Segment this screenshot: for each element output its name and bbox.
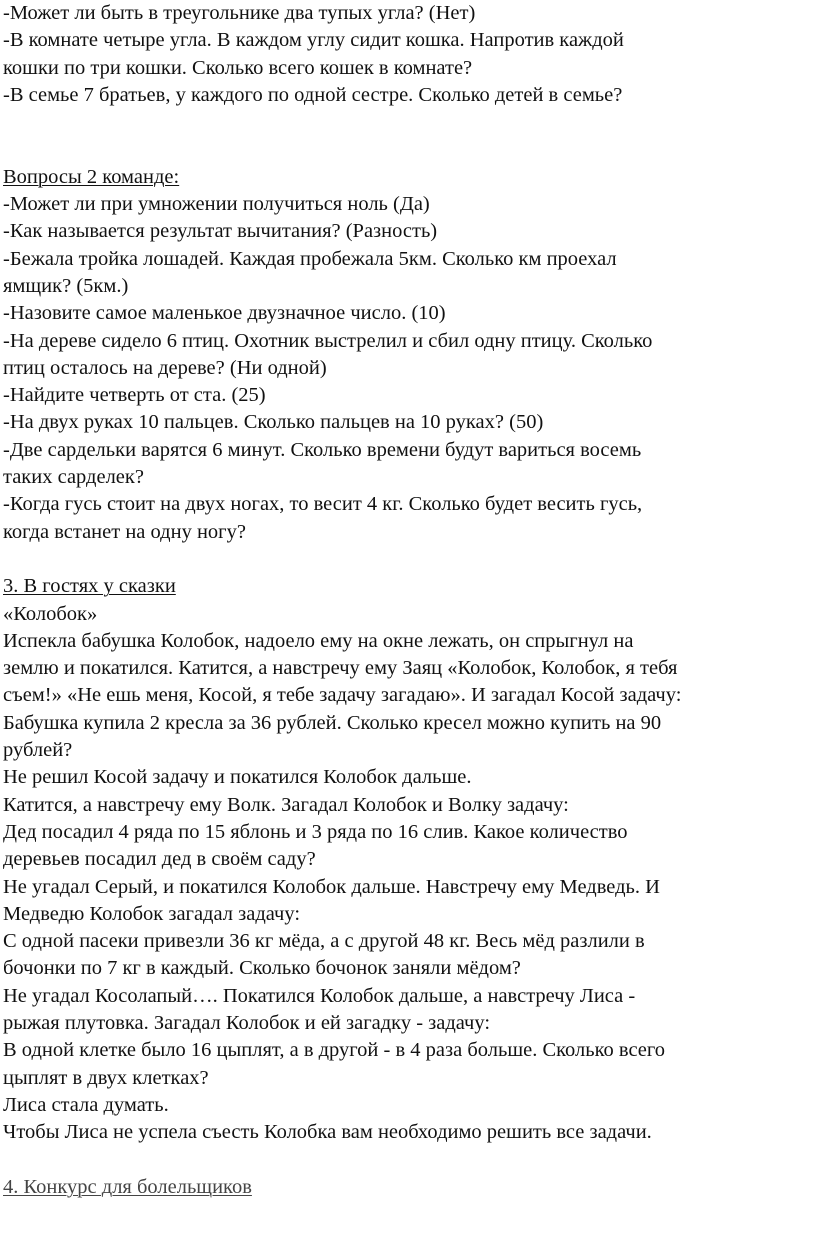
section3-heading: 3. В гостях у сказки (3, 575, 176, 598)
text-line: рублей? (3, 739, 73, 762)
text-line: -Может ли при умножении получиться ноль (Да) (3, 193, 430, 216)
text-line: -Назовите самое маленькое двузначное число. (10) (3, 302, 446, 325)
fairy-tale-section (3, 573, 811, 1146)
fans-contest-section (3, 1174, 811, 1201)
text-line: Дед посадил 4 ряда по 15 яблонь и 3 ряда по 16 слив. Какое количество (3, 820, 628, 843)
document-page (3, 0, 811, 1201)
text-line: цыплят в двух клетках? (3, 1066, 209, 1089)
text-line: В одной клетке было 16 цыплят, а в другой - в 4 раза больше. Сколько всего (3, 1039, 666, 1062)
text-line: -Как называется результат вычитания? (Разность) (3, 220, 438, 243)
text-line: -Может ли быть в треугольнике два тупых угла? (Нет) (3, 2, 476, 24)
text-line: кошки по три кошки. Сколько всего кошек в комнате? (3, 56, 473, 79)
text-line: С одной пасеки привезли 36 кг мёда, а с другой 48 кг. Весь мёд разлили в (3, 930, 645, 953)
blank-line (3, 136, 811, 163)
text-line: Не угадал Косолапый…. Покатился Колобок дальше, а навстречу Лиса - (3, 984, 636, 1007)
text-line: птиц осталось на дереве? (Ни одной) (3, 356, 327, 379)
text-line: -Найдите четверть от ста. (25) (3, 384, 266, 407)
intro-questions (3, 0, 811, 109)
text-line: -На двух руках 10 пальцев. Сколько пальцев на 10 руках? (50) (3, 411, 544, 434)
text-line: «Колобок» (3, 602, 98, 625)
text-line: землю и покатился. Катится, а навстречу ему Заяц «Колобок, Колобок, я тебя (3, 657, 678, 680)
text-line: Испекла бабушка Колобок, надоело ему на окне лежать, он спрыгнул на (3, 629, 634, 652)
section4-heading: 4. Конкурс для болельщиков (3, 1175, 252, 1198)
text-line: -В семье 7 братьев, у каждого по одной сестре. Сколько детей в семье? (3, 83, 623, 106)
text-line: съем!» «Не ешь меня, Косой, я тебе задачу загадаю». И загадал Косой задачу: (3, 684, 682, 707)
text-line: когда встанет на одну ногу? (3, 520, 246, 543)
text-line: таких сарделек? (3, 466, 144, 489)
text-line: Не решил Косой задачу и покатился Колобок дальше. (3, 766, 472, 789)
text-line: -Две сардельки варятся 6 минут. Сколько времени будут вариться восемь (3, 438, 642, 461)
text-line: Катится, а навстречу ему Волк. Загадал Колобок и Волку задачу: (3, 793, 569, 816)
team2-heading: Вопросы 2 команде: (3, 165, 180, 188)
text-line: Чтобы Лиса не успела съесть Колобка вам необходимо решить все задачи. (3, 1121, 652, 1144)
text-line: Бабушка купила 2 кресла за 36 рублей. Сколько кресел можно купить на 90 (3, 711, 662, 734)
text-line: деревьев посадил дед в своём саду? (3, 848, 316, 871)
text-line: -В комнате четыре угла. В каждом углу сидит кошка. Напротив каждой (3, 29, 624, 52)
text-line: Лиса стала думать. (3, 1093, 169, 1116)
text-line: рыжая плутовка. Загадал Колобок и ей загадку - задачу: (3, 1011, 491, 1034)
text-line: бочонки по 7 кг в каждый. Сколько бочонок заняли мёдом? (3, 957, 521, 980)
blank-line (3, 546, 811, 573)
text-line: Медведю Колобок загадал задачу: (3, 902, 301, 925)
text-line: -Когда гусь стоит на двух ногах, то весит 4 кг. Сколько будет весить гусь, (3, 493, 643, 516)
blank-line (3, 1146, 811, 1173)
text-line: -Бежала тройка лошадей. Каждая пробежала 5км. Сколько км проехал (3, 247, 617, 270)
blank-line (3, 109, 811, 136)
text-line: -На дереве сидело 6 птиц. Охотник выстрелил и сбил одну птицу. Сколько (3, 329, 653, 352)
text-line: ямщик? (5км.) (3, 274, 129, 297)
team2-section (3, 164, 811, 546)
text-line: Не угадал Серый, и покатился Колобок дальше. Навстречу ему Медведь. И (3, 875, 660, 898)
